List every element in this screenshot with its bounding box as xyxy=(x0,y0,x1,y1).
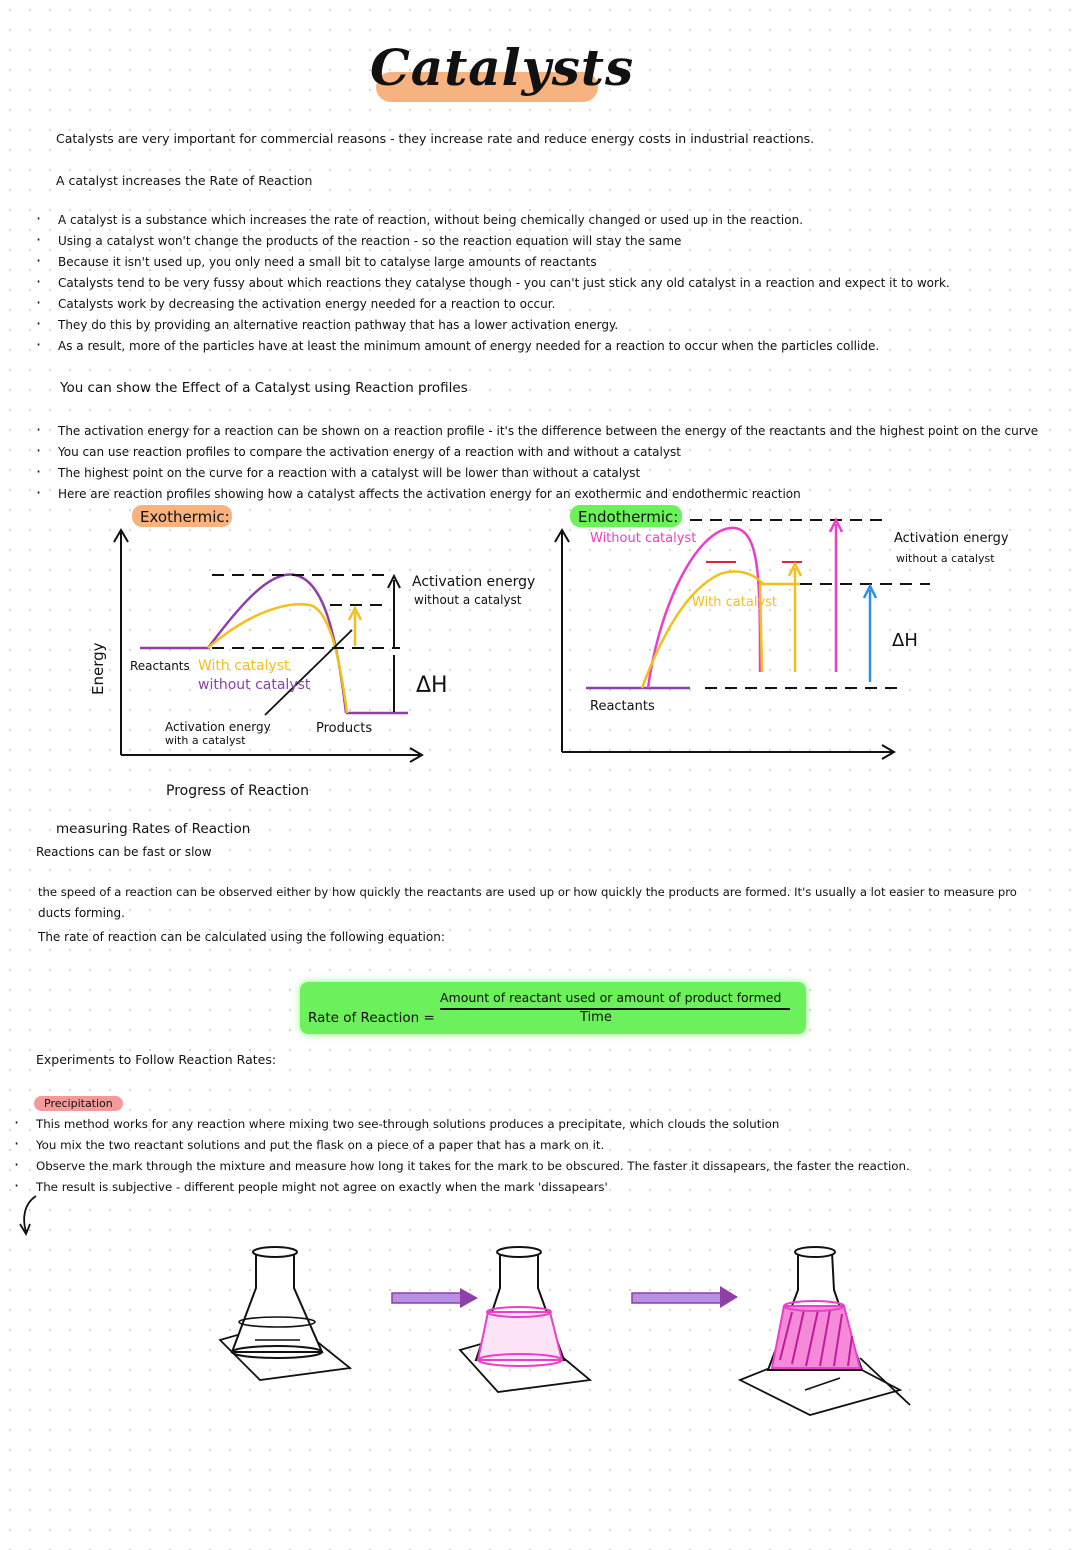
page-title: Catalysts xyxy=(370,38,635,97)
exo-heading: Exothermic: xyxy=(140,508,230,526)
flask-sequence xyxy=(220,1240,940,1440)
flask-cloudy-icon xyxy=(740,1247,910,1415)
equation-fraction-bar xyxy=(440,1008,790,1010)
list-item: · You mix the two reactant solutions and put the flask on a piece of a paper that has a mark on it. xyxy=(22,1135,910,1156)
intro-text: Catalysts are very important for commercial reasons - they increase rate and reduce energy costs in industrial reactions. xyxy=(56,131,815,146)
curved-arrow-icon xyxy=(14,1192,44,1242)
exo-without-catalyst-label: without catalyst xyxy=(198,677,311,693)
flask-clear-icon xyxy=(220,1247,350,1380)
list-item: · As a result, more of the particles have at least the minimum amount of energy needed for a reaction to occur when the particles collide. xyxy=(44,336,950,357)
section3-line2: ducts forming. xyxy=(38,906,125,920)
exo-products-label: Products xyxy=(316,721,373,736)
section3-subheading: Reactions can be fast or slow xyxy=(36,845,212,859)
list-item: · This method works for any reaction where mixing two see-through solutions produces a precipitate, which clouds the solution xyxy=(22,1114,910,1135)
section3-line3: The rate of reaction can be calculated using the following equation: xyxy=(38,930,445,944)
precipitation-tag: Precipitation xyxy=(34,1096,123,1111)
section1-list xyxy=(44,210,950,357)
endo-heading: Endothermic: xyxy=(578,508,679,526)
exo-x-label: Progress of Reaction xyxy=(166,783,309,799)
list-item: · You can use reaction profiles to compare the activation energy of a reaction with and without a catalyst xyxy=(44,442,1038,463)
endothermic-diagram xyxy=(520,500,1060,780)
section3-heading: measuring Rates of Reaction xyxy=(56,821,251,837)
endo-without-catalyst-label: Without catalyst xyxy=(590,531,697,546)
experiments-list xyxy=(22,1114,910,1198)
flask-mixing-icon xyxy=(460,1247,590,1392)
list-item: · The highest point on the curve for a reaction with a catalyst will be lower than without a catalyst xyxy=(44,463,1038,484)
list-item: · A catalyst is a substance which increases the rate of reaction, without being chemically changed or used up in the reaction. xyxy=(44,210,950,231)
exo-reactants-label: Reactants xyxy=(130,659,190,673)
list-item: · Catalysts work by decreasing the activation energy needed for a reaction to occur. xyxy=(44,294,950,315)
list-item: · Using a catalyst won't change the products of the reaction - so the reaction equation will stay the same xyxy=(44,231,950,252)
exo-act-without-label-2: without a catalyst xyxy=(414,593,522,607)
equation-left: Rate of Reaction = xyxy=(308,1010,435,1026)
list-item: · They do this by providing an alternative reaction pathway that has a lower activation energy. xyxy=(44,315,950,336)
title-block xyxy=(370,28,650,118)
list-item: · The activation energy for a reaction can be shown on a reaction profile - it's the difference between the energy of the reactants and the highest point on the curve xyxy=(44,421,1038,442)
section2-list xyxy=(44,421,1038,505)
exo-with-catalyst-label: With catalyst xyxy=(198,658,290,674)
list-item: · Because it isn't used up, you only need a small bit to catalyse large amounts of reactants xyxy=(44,252,950,273)
endo-act-without-label-1: Activation energy xyxy=(894,531,1009,546)
arrow-right-icon xyxy=(632,1286,738,1308)
exo-delta-h: ΔH xyxy=(416,673,448,698)
equation-denominator: Time xyxy=(580,1010,612,1025)
experiments-heading: Experiments to Follow Reaction Rates: xyxy=(36,1052,277,1067)
exothermic-diagram xyxy=(0,500,560,820)
list-item: · The result is subjective - different people might not agree on exactly when the mark 'dissapears' xyxy=(22,1177,910,1198)
exo-act-without-label-1: Activation energy xyxy=(412,574,536,590)
exo-act-with-label-2: with a catalyst xyxy=(165,734,246,747)
endo-act-without-label-2: without a catalyst xyxy=(896,552,995,565)
equation-box xyxy=(300,982,806,1034)
endo-reactants-label: Reactants xyxy=(590,699,655,714)
arrow-right-icon xyxy=(392,1288,478,1308)
exo-y-label: Energy xyxy=(89,642,107,695)
list-item: · Observe the mark through the mixture and measure how long it takes for the mark to be obscured. The faster it dissapears, the faster the reaction. xyxy=(22,1156,910,1177)
equation-numerator: Amount of reactant used or amount of product formed xyxy=(440,990,782,1005)
endo-delta-h: ΔH xyxy=(892,630,918,651)
endo-with-catalyst-label: With catalyst xyxy=(692,595,778,610)
exo-act-with-label-1: Activation energy xyxy=(165,720,271,734)
section2-heading: You can show the Effect of a Catalyst using Reaction profiles xyxy=(60,380,468,396)
section3-line1: the speed of a reaction can be observed either by how quickly the reactants are used up or how quickly the products are formed. It's usually a lot easier to measure pro xyxy=(38,885,1017,899)
list-item: · Here are reaction profiles showing how a catalyst affects the activation energy for an exothermic and endothermic reaction xyxy=(44,484,1038,505)
section1-heading: A catalyst increases the Rate of Reaction xyxy=(56,173,313,188)
list-item: · Catalysts tend to be very fussy about which reactions they catalyse though - you can't just stick any old catalyst in a reaction and expect it to work. xyxy=(44,273,950,294)
